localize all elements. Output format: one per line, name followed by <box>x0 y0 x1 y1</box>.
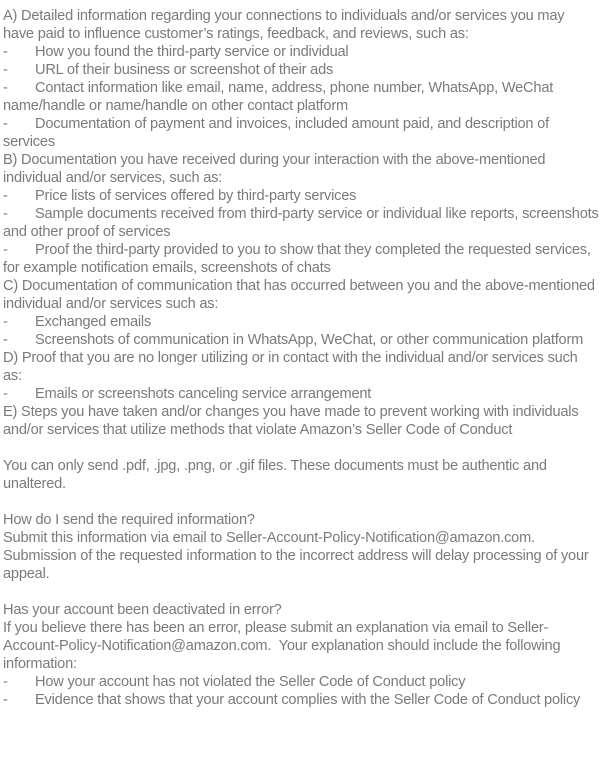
bullet-dash: - <box>3 332 8 348</box>
list-item-text: Exchanged emails <box>35 314 152 330</box>
section-b-heading: B) Documentation you have received during your interaction with the above-mentioned individual and/or services, such as: <box>3 152 550 186</box>
list-item <box>3 241 599 277</box>
list-item <box>3 61 599 79</box>
list-item-text: How your account has not violated the Seller Code of Conduct policy <box>35 674 466 690</box>
bullet-dash: - <box>3 314 8 330</box>
deactivated-question: Has your account been deactivated in error? <box>3 602 282 618</box>
section-e-heading: E) Steps you have taken and/or changes you have made to prevent working with individuals and/or services that utilize methods that violate Amazon’s Seller Code of Conduct <box>3 404 583 438</box>
bullet-dash: - <box>3 188 8 204</box>
bullet-dash: - <box>3 692 8 708</box>
send-info-answer: Submit this information via email to Seller-Account-Policy-Notification@amazon.com. Submission of the requested information to the incorrect address will delay processing of your appeal. <box>3 530 593 582</box>
list-item <box>3 385 599 403</box>
paragraph-gap <box>3 439 599 457</box>
bullet-dash: - <box>3 80 8 96</box>
list-item-text: Sample documents received from third-party service or individual like reports, screenshots and other proof of services <box>3 206 599 240</box>
paragraph-gap <box>3 583 599 601</box>
list-item <box>3 331 599 349</box>
bullet-dash: - <box>3 62 8 78</box>
list-item <box>3 43 599 61</box>
section-c-heading: C) Documentation of communication that has occurred between you and the above-mentioned individual and/or services such as: <box>3 278 599 312</box>
list-item-text: Proof the third-party provided to you to show that they completed the requested services, for example notification emails, screenshots of chats <box>3 242 591 276</box>
list-item <box>3 313 599 331</box>
list-item-text: Evidence that shows that your account complies with the Seller Code of Conduct policy <box>35 692 581 708</box>
bullet-dash: - <box>3 386 8 402</box>
list-item-text: How you found the third-party service or individual <box>35 44 349 60</box>
section-d-heading: D) Proof that you are no longer utilizing or in contact with the individual and/or services such as: <box>3 350 582 384</box>
list-item-text: Screenshots of communication in WhatsApp, WeChat, or other communication platform <box>35 332 584 348</box>
list-item <box>3 115 599 151</box>
list-item <box>3 673 599 691</box>
bullet-dash: - <box>3 674 8 690</box>
document-body <box>3 7 599 709</box>
section-a-heading: A) Detailed information regarding your connections to individuals and/or services you may have paid to influence customer’s ratings, feedback, and reviews, such as: <box>3 8 569 42</box>
file-type-note: You can only send .pdf, .jpg, .png, or .gif files. These documents must be authentic and unaltered. <box>3 458 551 492</box>
list-item <box>3 187 599 205</box>
list-item <box>3 205 599 241</box>
bullet-dash: - <box>3 116 8 132</box>
send-info-question: How do I send the required information? <box>3 512 255 528</box>
list-item-text: Price lists of services offered by third-party services <box>35 188 357 204</box>
deactivated-answer: If you believe there has been an error, please submit an explanation via email to Seller-Account-Policy-Notification@amazon.com. Your explanation should include the following information: <box>3 620 565 672</box>
paragraph-gap <box>3 493 599 511</box>
list-item-text: Documentation of payment and invoices, included amount paid, and description of services <box>3 116 549 150</box>
bullet-dash: - <box>3 242 8 258</box>
list-item <box>3 79 599 115</box>
list-item-text: URL of their business or screenshot of their ads <box>35 62 334 78</box>
bullet-dash: - <box>3 206 8 222</box>
list-item <box>3 691 599 709</box>
list-item-text: Contact information like email, name, address, phone number, WhatsApp, WeChat name/handle or name/handle on other contact platform <box>3 80 554 114</box>
list-item-text: Emails or screenshots canceling service arrangement <box>35 386 372 402</box>
bullet-dash: - <box>3 44 8 60</box>
